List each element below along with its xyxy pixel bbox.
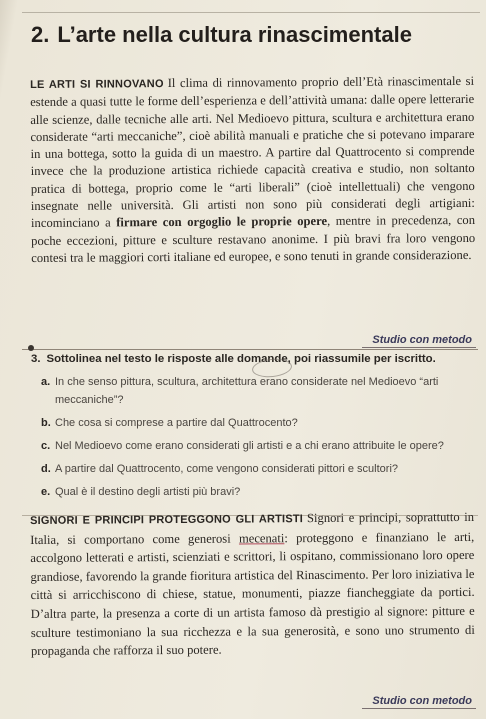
exercise-divider [22,349,478,350]
heading-title: L’arte nella cultura rinascimentale [57,22,412,47]
exercise-number: 3. [31,353,41,365]
exercise-instruction [31,353,475,365]
heading-number: 2. [31,22,50,47]
question-letter: e. [41,486,51,498]
exercise-block [31,353,475,506]
question-letter: b. [41,417,51,429]
paragraph-signori-e-principi [30,508,475,661]
paragraph-text-end: , mentre in precedenza, con poche eccezioni, pitture e sculture restavano anonime. I più bravi fra loro vengono contesi tra le maggiori corti italiane ed europee, e sono tenuti in grande considerazione. [31,213,476,265]
underlined-term: mecenati [238,530,285,546]
studio-con-metodo-tab-bottom: Studio con metodo [362,695,476,709]
question-letter: c. [41,440,51,452]
paragraph-text-end: : proteggono e finanziano le arti, accolgono letterati e artisti, scienziati e scrittori, li ospitano, commissionano loro opere grandiose, favorendo la grande fioritura artistica del Rinascimento. Per loro iniziativa le città si arricchiscono di chiese, statue, monumenti, piazze fiancheggiate da portici. D’altra parte, la presenza a corte di un artista famoso dà prestigio al signore: pitture e sculture testimoniano la sua ricchezza e la sua generosità, e sono uno strumento di propaganda che rafforza il suo potere. [30,529,475,659]
paragraph-lead: SIGNORI E PRINCIPI PROTEGGONO GLI ARTISTI [30,513,304,527]
question-text: In che senso pittura, scultura, architettura erano considerate nel Medioevo “arti meccaniche”? [55,376,439,406]
paragraph-text: Il clima di rinnovamento proprio dell’Età rinascimentale si estende a quasi tutte le forme dell’esperienza e dell’attività umana: dalle opere letterarie alle scienze, dalle tecniche alle arti. Nel Medioevo pittura, scultura e architettura erano considerate “arti meccaniche”, cioè abilità manuali e pratiche che si potevano imparare in una bottega, sotto la guida di un maestro. A partire dal Quattrocento si comprende invece che la produzione artistica richiede capacità creativa e studio, non soltanto pratica di bottega, proprio come le “arti liberali” (cioè intellettuali) che vengono insegnate nelle università. Gli artisti non sono più considerati degli artigiani: incominciano a [30,73,475,231]
question-text: A partire dal Quattrocento, come vengono considerati pittori e scultori? [55,463,399,475]
paragraph-text: Signori e principi, soprattutto in Italia, si comportano come generosi [30,509,475,547]
section-heading [31,22,471,48]
question-list [31,373,475,501]
question-item [41,437,475,455]
question-item [41,460,475,478]
question-letter: a. [41,376,51,388]
paragraph-arti-si-rinnovano [30,73,475,267]
paragraph-bold-phrase: firmare con orgoglio le proprie opere [116,214,328,230]
question-text: Che cosa si comprese a partire dal Quattrocento? [55,417,298,429]
question-item [41,414,475,432]
paragraph-lead: LE ARTI SI RINNOVANO [30,78,164,91]
question-item [41,483,475,501]
question-text: Qual è il destino degli artisti più bravi? [55,486,241,498]
question-item [41,373,475,409]
studio-con-metodo-tab: Studio con metodo [362,334,476,348]
question-letter: d. [41,463,51,475]
question-text: Nel Medioevo come erano considerati gli artisti e a chi erano attribuite le opere? [55,440,444,452]
exercise-instruction-text: Sottolinea nel testo le risposte alle domande, poi riassumile per iscritto. [46,353,436,365]
top-rule [22,12,480,13]
divider-dot [28,345,34,351]
